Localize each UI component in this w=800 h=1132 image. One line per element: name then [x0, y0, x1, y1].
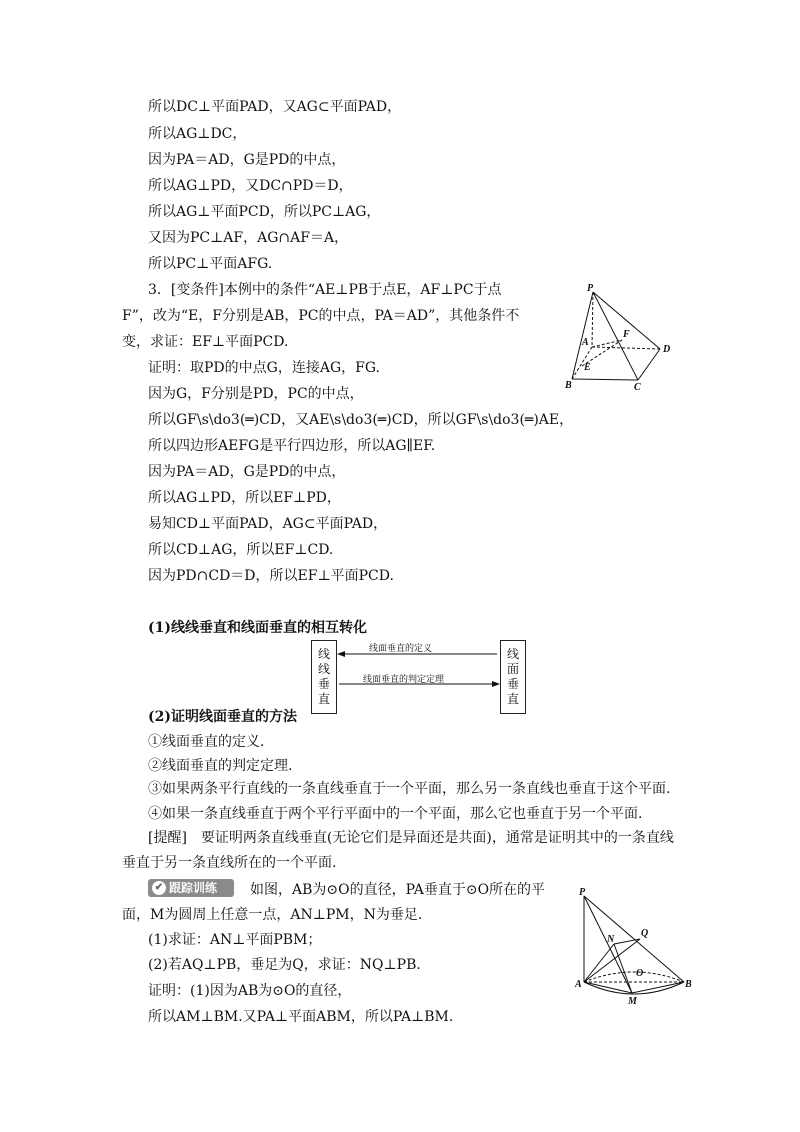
- method-item: ②线面垂直的判定定理.: [148, 758, 293, 774]
- label-p: P: [579, 887, 586, 898]
- circle-figure: [570, 886, 700, 1006]
- label-a: A: [582, 337, 589, 348]
- top-arrow-label: 线面垂直的定义: [369, 644, 433, 654]
- badge-label: 跟踪训练: [169, 881, 218, 895]
- proof-line: 所以四边形AEFG是平行四边形，所以AG∥EF.: [148, 438, 436, 454]
- problem-statement: F”，改为“E，F分别是AB，PC的中点，PA＝AD”，其他条件不: [122, 308, 520, 324]
- label-d: D: [663, 344, 671, 355]
- proof-line: 所以GF\s\do3(═)CD，又AE\s\do3(═)CD，所以GF\s\do3(═)AE，: [148, 412, 574, 428]
- proof-line: 证明：(1)因为AB为⊙O的直径，: [148, 983, 352, 999]
- label-m: M: [628, 996, 637, 1006]
- text-line: 所以AG⊥DC，: [148, 126, 247, 142]
- proof-line: 因为G，F分别是PD，PC的中点，: [148, 386, 364, 402]
- training-badge: [148, 879, 234, 897]
- section-heading: (1)线线垂直和线面垂直的相互转化: [148, 620, 367, 636]
- question-item: (2)若AQ⊥PB，垂足为Q，求证：NQ⊥PB.: [148, 957, 421, 973]
- question-item: (1)求证：AN⊥平面PBM；: [148, 932, 322, 948]
- bottom-arrow-label: 线面垂直的判定定理: [363, 675, 445, 685]
- section-heading: (2)证明线面垂直的方法: [148, 709, 297, 725]
- proof-line: 因为PA＝AD，G是PD的中点，: [148, 464, 346, 480]
- label-b: B: [565, 380, 572, 391]
- text-line: 所以AG⊥PD，又DC∩PD＝D，: [148, 178, 353, 194]
- pyramid-figure: [560, 282, 680, 392]
- problem-statement: 变，求证：EF⊥平面PCD.: [122, 334, 289, 350]
- method-item: ①线面垂直的定义.: [148, 734, 265, 750]
- text-line: 因为PA＝AD，G是PD的中点，: [148, 152, 346, 168]
- training-text: 面，M为圆周上任意一点，AN⊥PM，N为垂足.: [122, 907, 423, 923]
- text-line: 所以AG⊥平面PCD，所以PC⊥AG，: [148, 204, 381, 220]
- left-box: 线线垂直: [311, 640, 337, 714]
- tip-text: 垂直于另一条直线所在的一个平面.: [122, 855, 337, 871]
- proof-line: 所以CD⊥AG，所以EF⊥CD.: [148, 542, 334, 558]
- proof-line: 所以AM⊥BM.又PA⊥平面ABM，所以PA⊥BM.: [148, 1009, 454, 1025]
- label-a: A: [575, 979, 582, 990]
- label-n: N: [607, 934, 615, 945]
- check-icon: ✔: [152, 881, 166, 895]
- text-line: 所以DC⊥平面PAD，又AG⊂平面PAD，: [148, 99, 402, 115]
- text-line: 又因为PC⊥AF，AG∩AF＝A，: [148, 230, 349, 246]
- label-p: P: [587, 283, 594, 294]
- proof-line: 易知CD⊥平面PAD，AG⊂平面PAD，: [148, 516, 388, 532]
- method-item: ③如果两条平行直线的一条直线垂直于一个平面，那么另一条直线也垂直于这个平面.: [148, 781, 671, 797]
- conversion-diagram: [311, 640, 526, 706]
- right-box: 线面垂直: [500, 640, 526, 714]
- label-o: O: [636, 968, 644, 979]
- proof-line: 证明：取PD的中点G，连接AG，FG.: [148, 360, 380, 376]
- training-text: 如图，AB为⊙O的直径，PA垂直于⊙O所在的平: [250, 882, 546, 898]
- proof-line: 所以AG⊥PD，所以EF⊥PD，: [148, 490, 341, 506]
- tip-text: [提醒] 要证明两条直线垂直(无论它们是异面还是共面)，通常是证明其中的一条直线: [148, 830, 674, 846]
- label-c: C: [634, 382, 641, 392]
- label-q: Q: [641, 928, 649, 939]
- label-f: F: [623, 329, 630, 340]
- proof-line: 因为PD∩CD＝D，所以EF⊥平面PCD.: [148, 568, 394, 584]
- label-b: B: [685, 979, 692, 990]
- label-e: E: [584, 362, 591, 373]
- method-item: ④如果一条直线垂直于两个平行平面中的一个平面，那么它也垂直于另一个平面.: [148, 806, 643, 822]
- problem-statement: 3．[变条件]本例中的条件“AE⊥PB于点E，AF⊥PC于点: [148, 282, 502, 298]
- text-line: 所以PC⊥平面AFG.: [148, 256, 273, 272]
